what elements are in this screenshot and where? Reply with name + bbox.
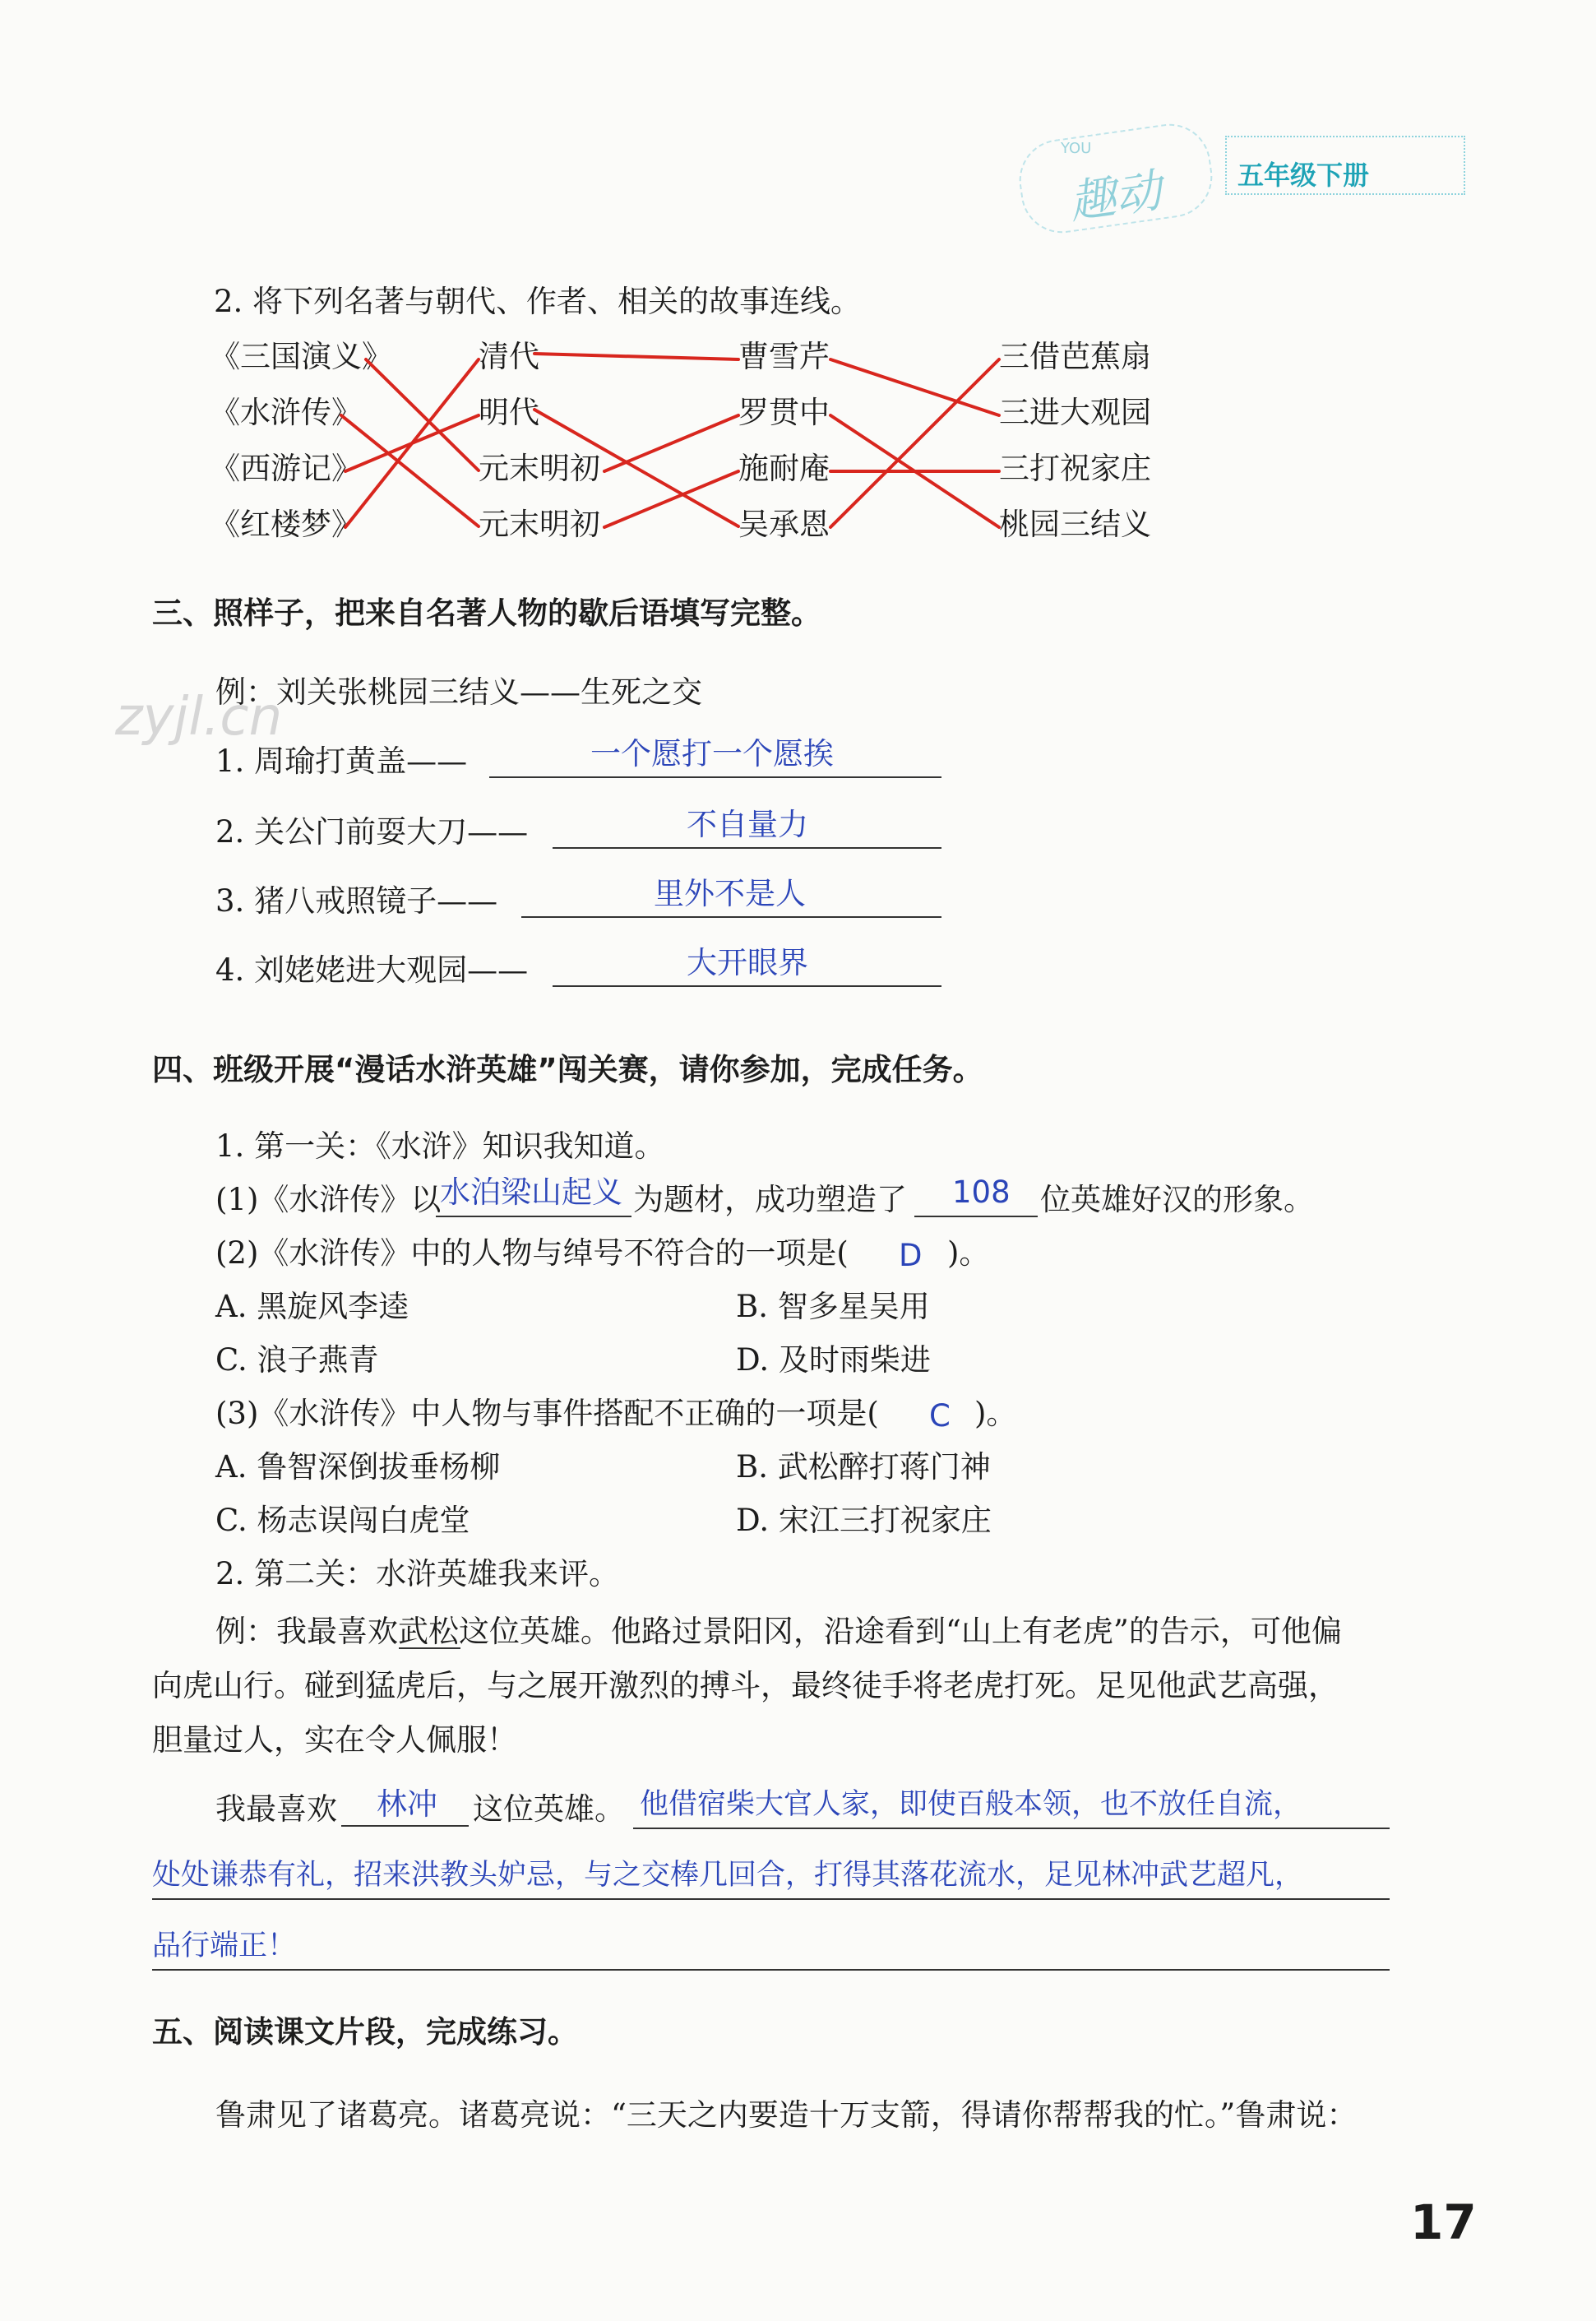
section4-heading: 四、班级开展“漫话水浒英雄”闯关赛，请你参加，完成任务。 xyxy=(152,1052,983,1087)
answer-underline xyxy=(553,847,941,849)
level1-title: 1. 第一关：《水浒》知识我知道。 xyxy=(215,1128,665,1164)
header-stamp-text: 趣动 xyxy=(1066,164,1165,230)
xiehouyu-answer-2[interactable]: 不自量力 xyxy=(687,807,808,842)
q3-option-a: A. 鲁智深倒拔垂杨柳 xyxy=(215,1449,501,1485)
section5-passage: 鲁肃见了诸葛亮。诸葛亮说：“三天之内要造十万支箭，得请你帮帮我的忙。”鲁肃说： xyxy=(215,2097,1358,2133)
answer-underline xyxy=(341,1825,469,1827)
match-line xyxy=(534,354,738,359)
header-stamp-small: YOU xyxy=(1061,140,1092,157)
answer-intro-pre: 我最喜欢 xyxy=(215,1791,337,1827)
section3-heading: 三、照样子，把来自名著人物的歇后语填写完整。 xyxy=(152,595,821,631)
answer-underline xyxy=(553,985,941,987)
dynasty-2: 明代 xyxy=(479,395,539,430)
q2-option-b: B. 智多星吴用 xyxy=(736,1289,930,1324)
xiehouyu-prompt-1: 1. 周瑜打黄盖—— xyxy=(215,744,468,779)
answer-underline xyxy=(521,916,941,918)
match-lines xyxy=(0,0,1596,576)
book-1: 《三国演义》 xyxy=(210,339,392,374)
story-2: 三进大观园 xyxy=(999,395,1151,430)
example-line-2: 向虎山行。碰到猛虎后，与之展开激烈的搏斗，最终徒手将老虎打死。足见他武艺高强， xyxy=(152,1668,1339,1703)
author-2: 罗贯中 xyxy=(738,395,830,430)
watermark: zyjl.cn xyxy=(115,687,283,748)
section5-heading: 五、阅读课文片段，完成练习。 xyxy=(152,2014,578,2050)
author-3: 施耐庵 xyxy=(738,451,830,486)
q1-mid: 为题材，成功塑造了 xyxy=(633,1182,907,1217)
answer-line-3[interactable]: 品行端正！ xyxy=(152,1930,297,1962)
xiehouyu-prompt-4: 4. 刘姥姥进大观园—— xyxy=(215,952,529,988)
book-4: 《红楼梦》 xyxy=(210,507,362,542)
xiehouyu-prompt-2: 2. 关公门前耍大刀—— xyxy=(215,814,529,850)
xiehouyu-prompt-3: 3. 猪八戒照镜子—— xyxy=(215,883,498,919)
answer-intro-post: 这位英雄。 xyxy=(473,1791,625,1827)
q1-answer-number[interactable]: 108 xyxy=(952,1174,1011,1210)
q3-pre: (3)《水浒传》中人物与事件搭配不正确的一项是( xyxy=(215,1396,879,1431)
answer-line-2[interactable]: 处处谦恭有礼，招来洪教头妒忌，与之交棒几回合，打得其落花流水，足见林冲武艺超凡， xyxy=(152,1859,1304,1892)
q2-option-d: D. 及时雨柴进 xyxy=(736,1342,931,1378)
answer-underline xyxy=(152,1969,1390,1971)
q1-post: 位英雄好汉的形象。 xyxy=(1040,1182,1314,1217)
match-line xyxy=(341,415,479,526)
q2-answer[interactable]: D xyxy=(899,1238,923,1273)
example-line-1: 例：我最喜欢武松这位英雄。他路过景阳冈，沿途看到“山上有老虎”的告示，可他偏 xyxy=(215,1614,1342,1649)
level2-title: 2. 第二关：水浒英雄我来评。 xyxy=(215,1556,620,1591)
q2-option-c: C. 浪子燕青 xyxy=(215,1342,379,1378)
match-line xyxy=(604,415,738,471)
match-line xyxy=(345,359,479,527)
example-underline xyxy=(399,1647,460,1649)
author-1: 曹雪芹 xyxy=(738,339,830,374)
dynasty-3: 元末明初 xyxy=(479,451,600,486)
story-3: 三打祝家庄 xyxy=(999,451,1151,486)
xiehouyu-answer-3[interactable]: 里外不是人 xyxy=(654,876,806,911)
q2-pre: (2)《水浒传》中的人物与绰号不符合的一项是( xyxy=(215,1235,849,1271)
answer-line-1[interactable]: 他借宿柴大官人家，即使百般本领，也不放任自流， xyxy=(640,1788,1302,1821)
book-2: 《水浒传》 xyxy=(210,395,362,430)
q3-option-c: C. 杨志误闯白虎堂 xyxy=(215,1503,470,1538)
dynasty-4: 元末明初 xyxy=(479,507,600,542)
q1-answer-theme[interactable]: 水泊梁山起义 xyxy=(440,1174,622,1210)
example-line-3: 胆量过人，实在令人佩服！ xyxy=(152,1722,517,1758)
answer-underline xyxy=(152,1898,1390,1900)
answer-underline xyxy=(633,1828,1390,1829)
q3-answer[interactable]: C xyxy=(929,1398,951,1434)
story-4: 桃园三结义 xyxy=(999,507,1151,542)
answer-underline xyxy=(914,1216,1038,1217)
xiehouyu-answer-1[interactable]: 一个愿打一个愿挨 xyxy=(590,736,834,771)
answer-underline xyxy=(489,776,941,778)
q2-option-a: A. 黑旋风李逵 xyxy=(215,1289,409,1324)
xiehouyu-answer-4[interactable]: 大开眼界 xyxy=(687,945,808,980)
answer-hero[interactable]: 林冲 xyxy=(377,1786,437,1822)
match-line xyxy=(830,359,999,527)
grade-label: 五年级下册 xyxy=(1237,160,1370,191)
author-4: 吴承恩 xyxy=(738,507,830,542)
q3-option-d: D. 宋江三打祝家庄 xyxy=(736,1503,992,1538)
section3-example: 例：刘关张桃园三结义——生死之交 xyxy=(215,674,702,710)
book-3: 《西游记》 xyxy=(210,451,362,486)
q3-post: )。 xyxy=(974,1396,1017,1431)
match-instructions: 2. 将下列名著与朝代、作者、相关的故事连线。 xyxy=(214,284,862,319)
dynasty-1: 清代 xyxy=(479,339,539,374)
page-number: 17 xyxy=(1410,2194,1477,2250)
q1-pre: (1)《水浒传》以 xyxy=(215,1182,442,1217)
q2-post: )。 xyxy=(947,1235,990,1271)
story-1: 三借芭蕉扇 xyxy=(999,339,1151,374)
match-line xyxy=(830,359,999,415)
answer-underline xyxy=(436,1216,631,1217)
q3-option-b: B. 武松醉打蒋门神 xyxy=(736,1449,991,1485)
match-line xyxy=(604,471,738,527)
